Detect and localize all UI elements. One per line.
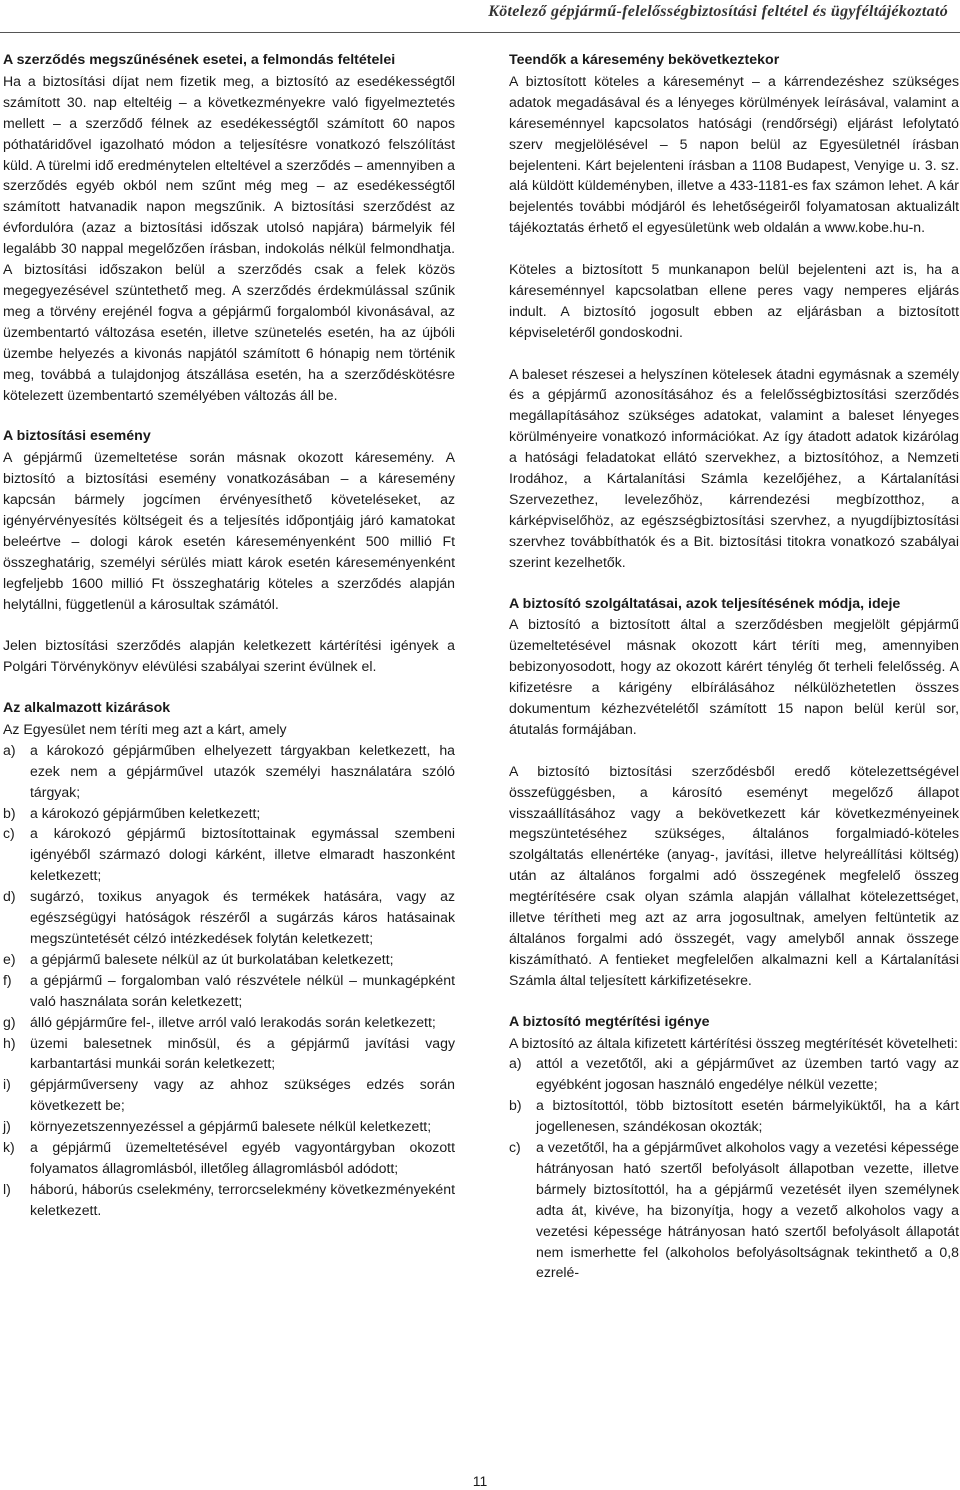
- list-item-marker: c): [509, 1139, 521, 1156]
- list-item-text: sugárzó, toxikus anyagok és termékek hatására, vagy az egészségügyi hatóságok részéről a sugárzás káros hatásainak megszüntetését célzó intézkedések folytán keletkezett;: [30, 888, 455, 947]
- list-item: [3, 949, 455, 970]
- section-heading-claim-duties: Teendők a káresemény bekövetkeztekor: [509, 52, 780, 68]
- list-item-text: a károkozó gépjárműben elhelyezett tárgyakban keletkezett, ha ezek nem a gépjárművel utazók személyi használatára szóló tárgyak;: [30, 741, 455, 800]
- list-item-text: üzemi balesetnek minősül, és a gépjármű javítási vagy karbantartási munkái során keletkezett;: [30, 1034, 455, 1072]
- list-item: [3, 1074, 455, 1116]
- paragraph-recourse-intro: A biztosító az általa kifizetett kártérítési összeg megtérítését követelheti:: [509, 1034, 958, 1051]
- exclusions-list: [3, 740, 455, 1221]
- list-item: [3, 970, 455, 1012]
- list-item-text: környezetszennyezéssel a gépjármű balesete nélkül keletkezett;: [30, 1118, 432, 1135]
- list-item: [3, 1137, 455, 1179]
- list-item-text: attól a vezetőtől, aki a gépjárművet az üzemben tartó vagy az egyébként jogosan használó engedélye nélkül vezette;: [536, 1055, 959, 1093]
- list-item: [509, 1053, 959, 1095]
- paragraph-claim-duties: A biztosított köteles a káreseményt – a kárrendezéshez szükséges adatok megadásával és a lényeges körülmények leírásával, valamint a káreseménnyel kapcsolatos hatósági (rendőrségi) eljárást lefolytató szerv megjelölésével – 5 napon belül az Egyesületnél írásban bejelenteni. Kárt bejelenteni írásban a 1108 Budapest, Venyige u. 3. sz. alá küldött küldeményben, illetve a 433-1181-es fax számon lehet. A kár bejelentés további módjáról és lehetőségeiről folyamatosan aktualizált tájékoztatás érhető el egyesületünk web oldalán a www.kobe.hu-n.: [509, 72, 959, 236]
- section-heading-termination: A szerződés megszűnésének esetei, a felmondás feltételei: [3, 52, 396, 68]
- list-item-marker: d): [3, 888, 16, 905]
- list-item-marker: j): [3, 1118, 11, 1135]
- page-header: [0, 0, 960, 33]
- list-item-marker: a): [509, 1055, 522, 1072]
- left-column: [3, 50, 455, 1221]
- list-item-marker: g): [3, 1013, 16, 1030]
- list-item-text: a gépjármű – forgalomban való részvétele nélkül – munkagépként való használata során keletkezett;: [30, 971, 455, 1009]
- list-item-marker: a): [3, 741, 16, 758]
- list-item: [3, 740, 455, 803]
- list-item-marker: c): [3, 825, 15, 842]
- paragraph-limitation: Jelen biztosítási szerződés alapján keletkezett kártérítési igények a Polgári Törvénykönyv elévülési szabályai szerint évülnek el.: [3, 637, 455, 675]
- section-heading-insured-event: A biztosítási esemény: [3, 428, 151, 445]
- paragraph-exclusions-intro: Az Egyesület nem téríti meg azt a kárt, amely: [3, 720, 287, 737]
- section-heading-recourse: A biztosító megtérítési igénye: [509, 1013, 710, 1030]
- list-item-marker: l): [3, 1180, 11, 1197]
- recourse-list: [509, 1053, 959, 1283]
- paragraph-vat: A biztosító biztosítási szerződésből eredő kötelezettségével összefüggésben, a károsító eseményt megelőző állapot visszaállításához vagy a bekövetkezett kár következményeinek megszüntetéséhez szükséges, általános forgalmiadó-köteles szolgáltatás ellenértéke (anyag-, javítási, illetve helyreállítási költség) után az általános forgalmi adó összegének megfelelő összeg megtérítésére csak olyan számla alapján vállalhat kötelezettséget, illetve térítheti meg azt az arra jogosultnak, amelyen feltüntetik az általános forgalmi adó összegét, vagy amelyből annak összege kiszámítható. A fentieket megfelelően alkalmazni kell a Kártalanítási Számla által teljesített kárkifizetésekre.: [509, 762, 959, 988]
- section-heading-services: A biztosító szolgáltatásai, azok teljesítésének módja, ideje: [509, 595, 901, 612]
- list-item-text: a vezetőtől, ha a gépjárművet alkoholos vagy a vezetési képessége hátrányosan ható szertől befolyásolt állapotban vezette, illetve bármely biztosítottól, ha a gépjármű vezetését ilyen személynek adta át, kivéve, ha bizonyítja, hogy a vezető alkoholos vagy a vezetési képessége hátrányosan ható szertől befolyásolt állapotát nem ismerhette fel (alkoholos befolyásoltságnak tekinthető a 0,8 ezrelé-: [536, 1139, 959, 1281]
- list-item-text: a gépjármű balesete nélkül az út burkolatában keletkezett;: [30, 950, 394, 967]
- header-title: Kötelező gépjármű-felelősségbiztosítási feltétel és ügyféltájékoztató: [488, 3, 948, 20]
- list-item-marker: i): [3, 1076, 11, 1093]
- list-item: [3, 823, 455, 886]
- list-item-marker: k): [3, 1139, 15, 1156]
- list-item-marker: b): [509, 1097, 522, 1114]
- paragraph-legal-proceedings: Köteles a biztosított 5 munkanapon belül bejelenteni azt is, ha a káreseménnyel kapcsolatban ellene peres vagy nemperes eljárás indult. A biztosító jogosult ebben az eljárásban a biztosított képviseletéről gondoskodni.: [509, 261, 959, 340]
- list-item: [3, 1012, 455, 1033]
- list-item-marker: f): [3, 971, 12, 988]
- list-item-text: álló gépjárműre fel-, illetve arról való lerakodás során keletkezett;: [30, 1013, 436, 1030]
- right-column: [509, 50, 959, 1283]
- page-number: 11: [472, 1473, 488, 1489]
- paragraph-accident-data: A baleset részesei a helyszínen kötelesek átadni egymásnak a személy és a gépjármű azonosításához és a felelősségbiztosítási szerződés megállapításához szükséges adatokat, valamint a baleset lényeges körülményeire vonatkozó információkat. Az így átadott adatok kizárólag a hatósági feladatokat ellátó szervekhez, a biztosítóhoz, a Nemzeti Irodához, a Kártalanítási Számla kezelőjéhez, a Kártalanítási Szervezethez, levelezőhöz, kárrendezési megbízotthoz, a kárképviselőhöz, az egészségbiztosítási szervhez, a nyugdíjbiztosítási szervhez továbbíthatók és a Bit. biztosítási titokra vonatkozó szabályai szerint kezelhetők.: [509, 365, 959, 570]
- list-item-marker: h): [3, 1034, 16, 1051]
- list-item-text: gépjárműverseny vagy az ahhoz szükséges edzés során következett be;: [30, 1076, 455, 1114]
- list-item-marker: b): [3, 804, 16, 821]
- list-item-text: a károkozó gépjármű biztosítottainak egymással szembeni igényéből származó dologi kárként, illetve elmaradt haszonként keletkezett;: [30, 825, 455, 884]
- paragraph-termination: Ha a biztosítási díjat nem fizetik meg, a biztosító az esedékességtől számított 30. nap elteltéig – a következményekre való figyelmeztetés mellett – a szerződő félnek az esedékességtől számított 60 napos póthatáridővel igazolható módon a teljesítésre vonatkozó felszólítást küld. A türelmi idő eredménytelen elteltével a szerződés – amennyiben a szerződés egyéb okból nem szűnt még meg – az esedékességtől számított hatvanadik napon megszűnik. A biztosítási szerződést az évfordulóra (azaz a biztosítási időszak utolsó napjára) bármelyik fél legalább 30 nappal megelőzően írásban, indokolás nélkül felmondhatja. A biztosítási időszakon belül a szerződés csak a felek közös megegyezésével szüntethető meg. A szerződés érdekmúlással szűnik meg a törvény erejénél fogva a gépjármű forgalomból kivonásával, az üzembentartó változása esetén, illetve szünetelés esetén, ha az újbóli üzembe helyezés a kivonás napjától számított 6 hónapig nem történik meg, továbbá a tulajdonjog átszállása esetén, ha a szerződéskötésre kötelezett üzembentartó személyében változás áll be.: [3, 72, 455, 403]
- list-item: [3, 1116, 455, 1137]
- paragraph-insured-event: A gépjármű üzemeltetése során másnak okozott káresemény. A biztosító a biztosítási esemény vonatkozásában – a káresemény kapcsán bármely jogcímen érvényesíthető követeléseket, az igényérvényesítés költségeit és a teljesítés időpontjáig járó kamatokat beleértve – dologi károk esetén káreseményenként 500 millió Ft összeghatárig, személyi sérülés miatt károk esetén káreseményenként legfeljebb 1600 millió Ft összeghatárig köteles a szerződés alapján helytállni, függetlenül a károsultak számától.: [3, 449, 455, 612]
- paragraph-services: A biztosító a biztosított által a szerződésben megjelölt gépjármű üzemeltetésével másnak okozott kárt téríti meg, amennyiben bebizonyosodott, hogy az okozott kárért ténylég őt terheli felelősség. A kifizetésre a kárigény elbírálásához nélkülözhetetlen összes dokumentum kézhezvételétől számított 15 napon belül kerül sor, átutalás formájában.: [509, 616, 959, 737]
- list-item-marker: e): [3, 950, 16, 967]
- list-item-text: a károkozó gépjárműben keletkezett;: [30, 804, 261, 821]
- list-item: [3, 886, 455, 949]
- list-item-text: a gépjármű üzemeltetésével egyéb vagyontárgyban okozott folyamatos állagromlásból, illetőleg állagromlásból adódott;: [30, 1139, 455, 1176]
- list-item-text: háború, háborús cselekmény, terrorcselekmény következményeként keletkezett.: [30, 1180, 455, 1218]
- list-item-text: a biztosítottól, több biztosított esetén bármelyiküktől, ha a kárt jogellenesen, szándékosan okozták;: [536, 1097, 959, 1135]
- list-item: [3, 803, 455, 824]
- section-heading-exclusions: Az alkalmazott kizárások: [3, 700, 171, 717]
- list-item: [3, 1179, 455, 1221]
- list-item: [509, 1137, 959, 1283]
- list-item: [509, 1095, 959, 1137]
- list-item: [3, 1033, 455, 1075]
